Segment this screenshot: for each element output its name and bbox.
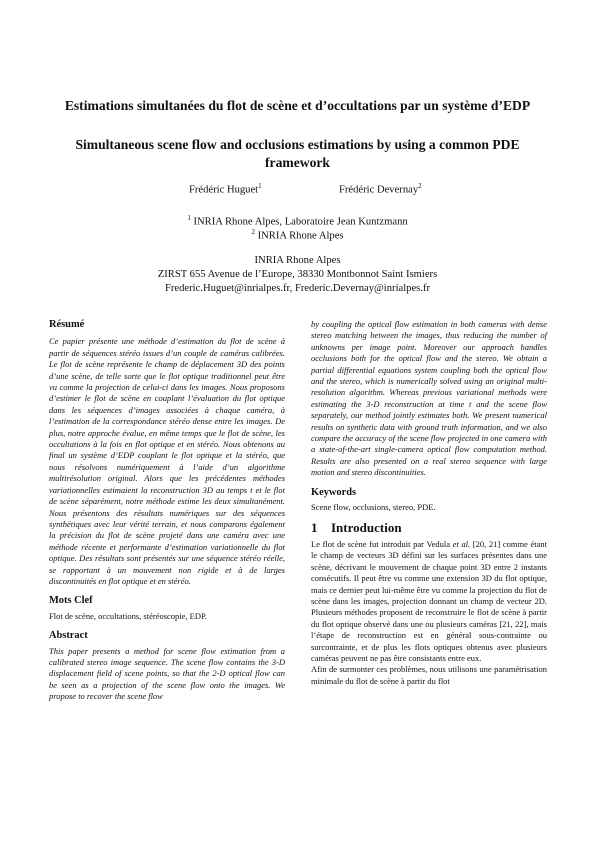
- abstract-text-right: by coupling the optical flow estimation in both cameras with dense stereo matching between the images, thus reducing the number of unknowns per image point. Moreover our approach handles occlusions both for the optical flow and the stereo. We obtain a partial differential equations system coupling both the optical flow and the stereo, which is numerically solved using an original multi-resolution algorithm. Whereas previous variational methods were estimating the 3-D reconstruction at time t and the scene flow separately, our method jointly estimates both. We present numerical results on synthetic data with ground truth information, and we also compare the accuracy of the scene flow projected in one camera with a state-of-the-art single-camera optical flow computation method. Results are also presented on a real stereo sequence with large motion and stereo discontinuities.: [311, 319, 547, 478]
- introduction-heading: [311, 519, 547, 535]
- paper-title-english-text: Simultaneous scene flow and occlusions estimations by using a common PDE framework: [75, 137, 520, 170]
- affiliation-1-mark: 1: [187, 214, 191, 222]
- affiliation-2-text: INRIA Rhone Alpes: [257, 230, 344, 242]
- affiliation-2: [0, 225, 595, 244]
- affiliation-1-text: INRIA Rhone Alpes, Laboratoire Jean Kuntzmann: [193, 216, 408, 228]
- mots-clef-heading: Mots Clef: [49, 595, 93, 607]
- section-number: 1: [311, 519, 318, 535]
- paper-title-french: Estimations simultanées du flot de scène et d’occultations par un système d’EDP: [64, 98, 531, 113]
- introduction-paragraph-2: Afin de surmonter ces problèmes, nous utilisons une paramétrisation minimale du flot de scène à partir du flot: [311, 664, 547, 686]
- address-line-2: ZIRST 655 Avenue de l’Europe, 38330 Montbonnot Saint Ismiers: [157, 269, 438, 280]
- section-title: Introduction: [331, 519, 402, 535]
- address-line-1: INRIA Rhone Alpes: [254, 255, 341, 266]
- intro-p1-start: Le flot de scène fut introduit par Vedula: [311, 538, 453, 549]
- author-2: [339, 182, 422, 196]
- right-column: [311, 319, 547, 687]
- author-2-name: Frédéric Devernay: [339, 184, 419, 196]
- author-2-mark: 2: [418, 182, 422, 190]
- author-1-name: Frédéric Huguet: [189, 184, 259, 196]
- abstract-heading: Abstract: [49, 630, 88, 642]
- resume-heading: Résumé: [49, 319, 85, 330]
- affiliation-2-mark: 2: [251, 228, 255, 236]
- author-1: [189, 182, 262, 196]
- abstract-text-left: This paper presents a method for scene flow estimation from a calibrated stereo image sequence. The scene flow contains the 3-D displacement field of scene points, so that the 2-D optical flow can be seen as a projection of the scene flow onto the images. We propose to recover the scene flow: [49, 645, 285, 702]
- intro-et-al: et al.: [452, 538, 471, 549]
- keywords-heading: Keywords: [311, 486, 357, 498]
- intro-p1-rest: [20, 21] comme étant le champ de vecteurs 3D défini sur les surfaces présentes dans une scène, décrivant le mouvement de chaque point 3D entre 2 instants consécutifs. Il peut être vu comme une extension 3D du flot optique, mais ce dernier peut lui-même être vu comme la projection du flot de scène dans les images, projection donnant un champ de vecteur 2D. Plusieurs méthodes proposent de reconstruire le flot de scène à partir du flot optique observé dans une ou plusieurs caméras [21, 22], mais l’étape de reconstruction est en général sous-contrainte ou surcontrainte, et de plus les flots optiques obtenus avec plusieurs caméras peuvent ne pas être consistants entre eux.: [311, 538, 547, 663]
- resume-text: Ce papier présente une méthode d’estimation du flot de scène à partir de séquences stéréo issues d’un couple de caméras calibrées. Le flot de scène représente le champ de déplacement 3D des points d’une scène, de telle sorte que le flot optique traditionnel peut être vu comme la projection de celui-ci dans les images. Nous proposons d’estimer le flot de scène en couplant l’évaluation du flot optique dans les séquences d’images associées à chaque caméra, à l’estimation de la correspondance stéréo dense entre les images. De plus, notre approche évalue, en même temps que le flot de scène, les occultations à la fois en flot optique et en stéréo. Nous obtenons au final un système d’EDP couplant le flot optique et la stéréo, que nous résolvons numériquement à l’aide d’un algorithme multirésolution original. Alors que les précédentes méthodes variationnelles estimaient la reconstruction 3D au temps t et le flot de scène séparément, notre méthode estime les deux simultanément. Nous présentons des résultats numériques sur des séquences synthétiques avec leur vérité terrain, et nous comparons également la précision du flot de scène projeté dans une caméra avec une méthode récente et performante d’estimation variationnelle du flot optique. Des résultats sont présentés sur une séquence stéréo réelle, se rapportant à un mouvement non rigide et à de larges discontinuités en flot optique et en stéréo.: [49, 336, 285, 586]
- paper-title-english: [0, 136, 595, 172]
- introduction-paragraph-1: [311, 539, 547, 664]
- author-1-mark: 1: [258, 182, 262, 190]
- mots-clef-text: Flot de scène, occultations, stéréoscopie, EDP.: [49, 610, 207, 621]
- left-column: [49, 319, 285, 703]
- keywords-text: Scene flow, occlusions, stereo, PDE.: [311, 502, 436, 513]
- email-line: Frederic.Huguet@inrialpes.fr, Frederic.Devernay@inrialpes.fr: [165, 283, 430, 294]
